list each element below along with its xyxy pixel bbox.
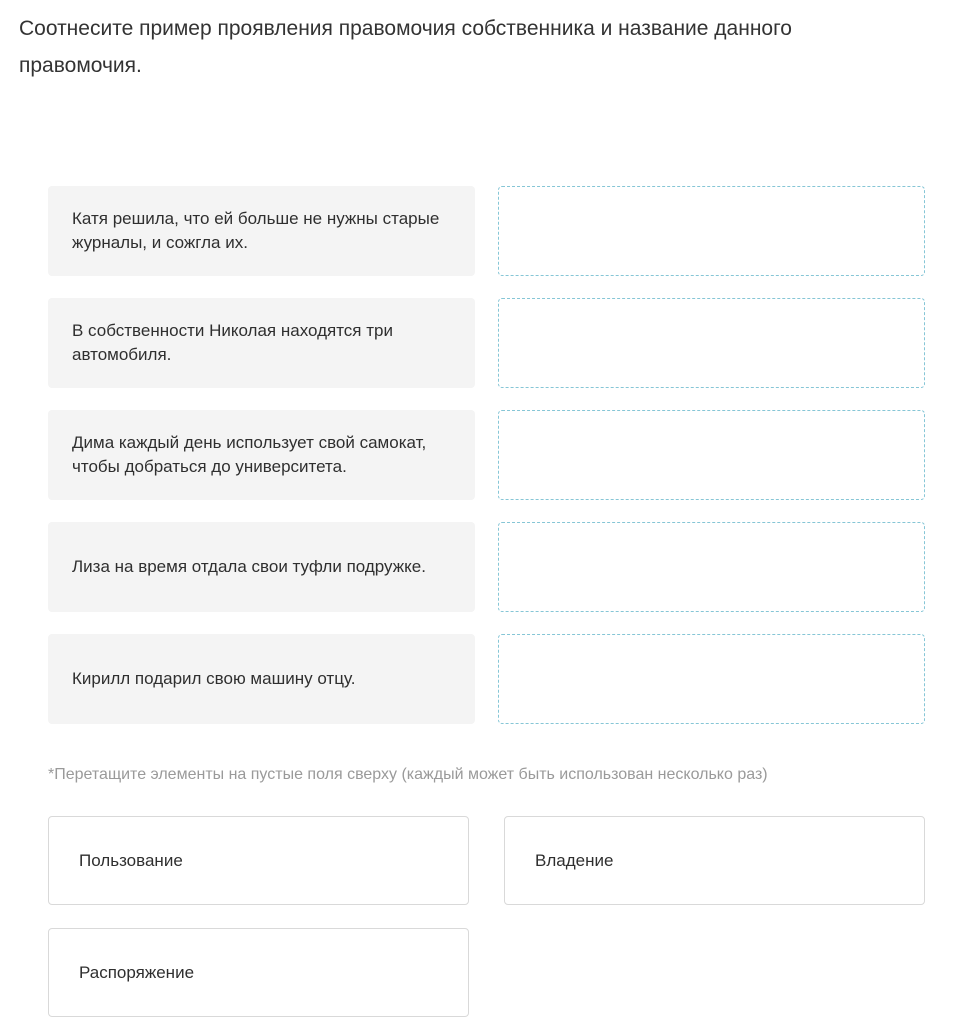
prompt-card <box>48 298 475 388</box>
pair-row <box>48 186 925 276</box>
prompt-text: Лиза на время отдала свои туфли подружке. <box>72 557 426 576</box>
pair-row <box>48 522 925 612</box>
prompt-text: Дима каждый день использует свой самокат, чтобы добраться до университета. <box>72 433 427 476</box>
prompt-card <box>48 410 475 500</box>
answer-drop-zone[interactable] <box>498 522 925 612</box>
answer-drop-zone[interactable] <box>498 410 925 500</box>
answer-drop-zone[interactable] <box>498 298 925 388</box>
option-label: Распоряжение <box>79 962 195 982</box>
question-text: Соотнесите пример проявления правомочия собственника и название данного правомочия. <box>19 17 792 77</box>
matching-pairs <box>48 186 925 746</box>
drag-hint: *Перетащите элементы на пустые поля сверху (каждый может быть использован несколько раз) <box>48 766 768 783</box>
option-label: Владение <box>535 850 614 870</box>
prompt-card <box>48 186 475 276</box>
pair-row <box>48 410 925 500</box>
pair-row <box>48 298 925 388</box>
answer-drop-zone[interactable] <box>498 186 925 276</box>
answer-drop-zone[interactable] <box>498 634 925 724</box>
prompt-text: В собственности Николая находятся три автомобиля. <box>72 321 393 364</box>
option-usage[interactable] <box>48 816 469 905</box>
prompt-card <box>48 522 475 612</box>
prompt-text: Катя решила, что ей больше не нужны старые журналы, и сожгла их. <box>72 209 440 252</box>
pair-row <box>48 634 925 724</box>
option-label: Пользование <box>79 850 183 870</box>
option-possession[interactable] <box>504 816 925 905</box>
prompt-text: Кирилл подарил свою машину отцу. <box>72 669 356 688</box>
prompt-card <box>48 634 475 724</box>
option-disposal[interactable] <box>48 928 469 1017</box>
